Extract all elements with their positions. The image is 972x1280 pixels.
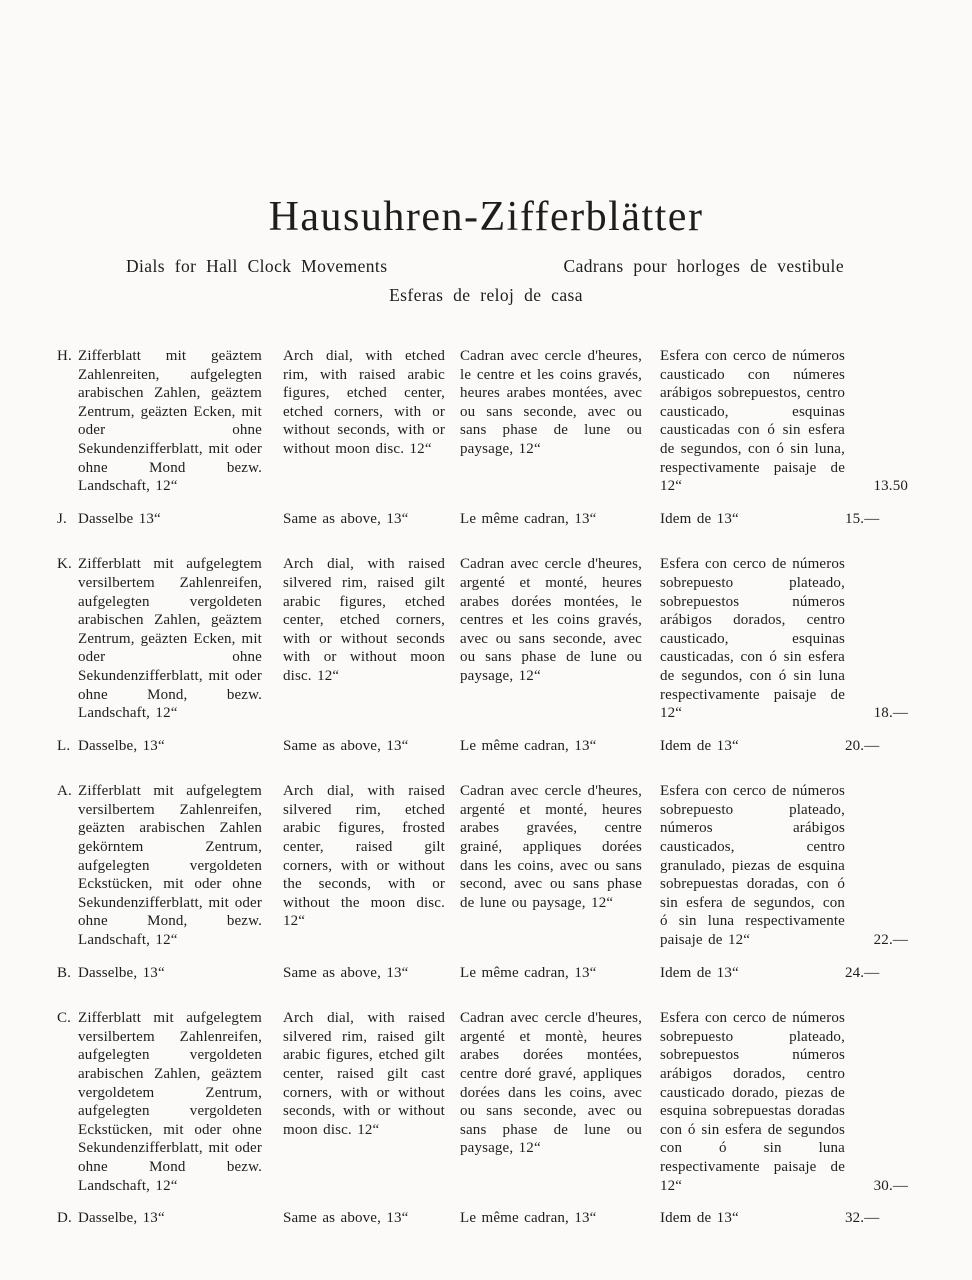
description-french: Le même cadran, 13“ xyxy=(460,964,597,981)
description-german: Zifferblatt mit aufgelegtem versilbertem Zahlenreifen, geäzten arabischen Zahlen gekörntem Zentrum, aufgelegten vergoldeten Eckstücken, mit oder ohne Sekundenzifferblatt, mit oder ohne Mond, bezw. Landschaft, 12“ xyxy=(78,783,262,949)
description-german: Dasselbe, 13“ xyxy=(78,737,165,754)
row-letter: A. xyxy=(57,783,72,800)
page-header xyxy=(0,0,972,306)
catalog-rows xyxy=(0,347,972,1228)
catalog-row-A xyxy=(57,782,908,949)
price-value: 18.— xyxy=(873,705,908,722)
description-french: Cadran avec cercle d'heures, argenté et monté, heures arabes dorées montées, le centres et les coins gravés, avec ou sans seconde, avec ou sans phase de lune ou paysage, 12“ xyxy=(460,556,642,684)
row-letter: D. xyxy=(57,1210,72,1227)
description-english: Arch dial, with etched rim, with raised arabic figures, etched center, etched corners, with or without seconds, with or without moon disc. 12“ xyxy=(283,348,445,457)
catalog-row-C xyxy=(57,1009,908,1195)
price-value: 22.— xyxy=(873,932,908,949)
row-letter: J. xyxy=(57,510,67,527)
row-letter: K. xyxy=(57,556,72,573)
description-spanish: Idem de 13“ xyxy=(660,1210,739,1227)
description-english: Same as above, 13“ xyxy=(283,964,409,981)
description-french: Le même cadran, 13“ xyxy=(460,510,597,527)
description-english: Same as above, 13“ xyxy=(283,737,409,754)
description-german: Dasselbe, 13“ xyxy=(78,1210,165,1227)
description-spanish: Idem de 13“ xyxy=(660,964,739,981)
subtitle-french: Cadrans pour horloges de vestibule xyxy=(563,256,844,276)
catalog-row-H xyxy=(57,347,908,496)
description-spanish: Idem de 13“ xyxy=(660,510,739,527)
price-value: 15.— xyxy=(845,510,880,527)
row-letter: B. xyxy=(57,964,72,981)
description-french: Cadran avec cercle d'heures, le centre et les coins gravés, heures arabes montées, avec ou sans seconde, avec ou sans phase de lune ou paysage, 12“ xyxy=(460,348,642,457)
description-german: Zifferblatt mit aufgelegtem versilbertem Zahlenreifen, aufgelegten vergoldeten arabischen Zahlen, geäztem Zentrum, geäzten Ecken, mit oder ohne Sekundenzifferblatt, mit oder ohne Mond, bezw. Landschaft, 12“ xyxy=(78,556,262,722)
description-french: Cadran avec cercle d'heures, argenté et monté, heures arabes gravées, centre grainé, appliques dorées dans les coins, avec ou sans second, avec ou sans phase de lune ou paysage, 12“ xyxy=(460,783,642,911)
row-letter: C. xyxy=(57,1010,72,1027)
price-value: 24.— xyxy=(845,964,880,981)
description-english: Same as above, 13“ xyxy=(283,1210,409,1227)
description-german: Zifferblatt mit geäztem Zahlenreiten, aufgelegten arabischen Zahlen, geäztem Zentrum, geäzten Ecken, mit oder ohne Sekundenzifferblatt, mit oder ohne Mond bezw. Landschaft, 12“ xyxy=(78,348,262,495)
description-spanish: Esfera con cerco de números causticado con númeres arábigos sobrepuestos, centro causticado, esquinas causticadas con ó sin esfera de segundos, con ó sin luna, respectivamente paisaje de 12“ xyxy=(660,348,845,495)
price-value: 13.50 xyxy=(873,478,908,495)
catalog-row-B xyxy=(57,964,908,983)
catalog-row-J xyxy=(57,510,908,529)
description-german: Zifferblatt mit aufgelegtem versilbertem Zahlenreifen, aufgelegten vergoldeten arabischen Zahlen, geäztem vergoldetem Zentrum, aufgelegten vergoldeten Eckstücken, mit oder ohne Sekundenzifferblatt, mit oder ohne Mond bezw. Landschaft, 12“ xyxy=(78,1010,262,1194)
price-value: 32.— xyxy=(845,1210,880,1227)
catalog-row-K xyxy=(57,555,908,722)
description-french: Le même cadran, 13“ xyxy=(460,1210,597,1227)
description-english: Same as above, 13“ xyxy=(283,510,409,527)
description-spanish: Esfera con cerco de números sobrepuesto plateado, números arábigos causticados, centro granulado, piezas de esquina sobrepuestas doradas, con ó sin esfera de segundos, con ó sin luna respectivamente paisaje de 12“ xyxy=(660,783,845,949)
subtitle-row xyxy=(0,255,972,277)
row-letter: H. xyxy=(57,348,72,364)
description-spanish: Esfera con cerco de números sobrepuesto plateado, sobrepuestos números arábigos dorados, centro causticado, esquinas causticadas, con ó sin esfera de segundos, con ó sin luna respectivamente paisaje de 12“ xyxy=(660,556,845,722)
row-letter: L. xyxy=(57,737,71,754)
description-english: Arch dial, with raised silvered rim, raised gilt arabic figures, etched center, etched corners, with or without seconds with or without moon disc. 12“ xyxy=(283,556,445,684)
description-spanish: Esfera con cerco de números sobrepuesto plateado, sobrepuestos números arábigos dorados, centro causticado dorado, piezas de esquina sobrepuestas doradas con ó sin esfera de segundos con ó sin luna respectivamente paisaje de 12“ xyxy=(660,1010,845,1194)
catalog-row-L xyxy=(57,737,908,756)
description-english: Arch dial, with raised silvered rim, raised gilt arabic figures, etched gilt center, raised gilt cast corners, with or without seconds, with or without moon disc. 12“ xyxy=(283,1010,445,1138)
price-value: 20.— xyxy=(845,737,880,754)
description-spanish: Idem de 13“ xyxy=(660,737,739,754)
description-french: Le même cadran, 13“ xyxy=(460,737,597,754)
description-french: Cadran avec cercle d'heures, argenté et montè, heures arabes dorées montées, centre doré gravé, appliques dorées dans les coins, avec ou sans seconde, avec ou sans phase de lune ou paysage, 12“ xyxy=(460,1010,642,1157)
catalog-row-D xyxy=(57,1209,908,1228)
description-german: Dasselbe, 13“ xyxy=(78,964,165,981)
description-german: Dasselbe 13“ xyxy=(78,510,161,527)
subtitle-english: Dials for Hall Clock Movements xyxy=(126,256,388,276)
subtitle-spanish: Esferas de reloj de casa xyxy=(389,285,583,305)
description-english: Arch dial, with raised silvered rim, etched arabic figures, frosted center, raised gilt corners, with or without the seconds, with or without the moon disc. 12“ xyxy=(283,783,445,930)
page-title: Hausuhren-Zifferblätter xyxy=(268,194,704,240)
price-value: 30.— xyxy=(873,1177,908,1194)
